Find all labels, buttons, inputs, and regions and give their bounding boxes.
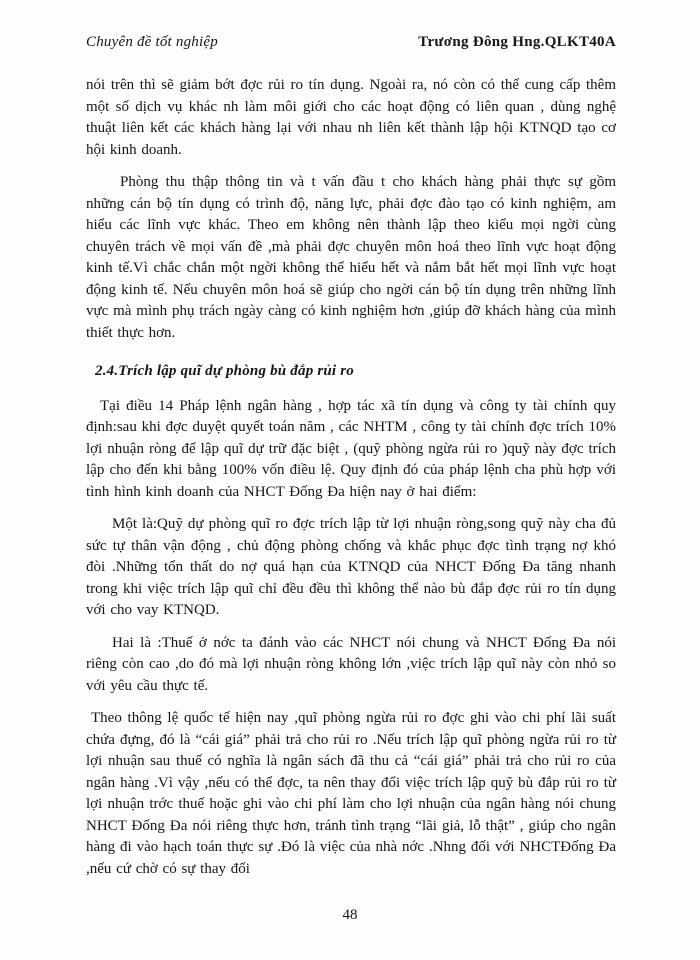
- page-body: [86, 75, 616, 880]
- page-footer: [0, 907, 700, 924]
- header-right-title: Trương Đông Hng.QLKT40A: [418, 34, 616, 50]
- section-heading-2-4: 2.4.Trích lập quĩ dự phòng bù đắp rủi ro: [95, 363, 354, 379]
- paragraph-credit-risk: nói trên thì sẽ giảm bớt đợc rủi ro tín dụng. Ngoài ra, nó còn có thể cung cấp thêm một số dịch vụ khác nh làm môi giới cho các hoạt động có liên quan , dùng nghệ thuật liên kết các khách hàng lại với nhau nh liên kết thành lập hội KTNQD tạo cơ hội kinh doanh.: [86, 77, 616, 158]
- page-number: 48: [342, 907, 358, 923]
- paragraph-point-two: Hai là :Thuế ở nớc ta đánh vào các NHCT nói chung và NHCT Đống Đa nói riêng còn cao ,do đó mà lợi nhuận ròng không lớn ,việc trích lập quĩ này còn nhỏ so với yêu cầu thực tế.: [86, 634, 616, 694]
- paragraph-info-department: Phòng thu thập thông tin và t vấn đầu t cho khách hàng phải thực sự gồm những cán bộ tín dụng có trình độ, năng lực, phải đợc đào tạo có kinh nghiệm, am hiểu các lĩnh vực khác. Theo em không nên thành lập theo kiểu mọi ngời cùng chuyên trách về mọi vấn đề ,mà phải đợc chuyên môn hoá theo lĩnh vực hoạt động kinh tế.Vì chắc chắn một ngời không thể hiểu hết và nắm bắt hết mọi lĩnh vực hoạt động kinh tế. Nếu chuyên môn hoá sẽ giúp cho ngời cán bộ tín dụng trên những lĩnh vực mà mình phụ trách ngày càng có kinh nghiệm hơn ,giúp đỡ khách hàng của mình thiết thực hơn.: [86, 174, 616, 341]
- header-left-title: Chuyên đề tốt nghiệp: [86, 34, 218, 50]
- paragraph-point-one: Một là:Quỹ dự phòng quĩ ro đợc trích lập từ lợi nhuận ròng,song quỹ này cha đủ sức tự thân vận động , chủ động phòng chống và khắc phục đợc tình trạng nợ khó đòi .Những tổn thất do nợ quá hạn của KTNQD của NHCT Đống Đa tăng nhanh trong khi việc trích lập quĩ chỉ đều đều thì không thể nào bù đắp đợc rủi ro tín dụng với cho vay KTNQD.: [86, 516, 616, 618]
- page-header: [86, 34, 616, 51]
- paragraph-article-14: Tại điều 14 Pháp lệnh ngân hàng , hợp tác xã tín dụng và công ty tài chính quy định:sau khi đợc duyệt quyết toán năm , các NHTM , công ty tài chính đợc trích 10% lợi nhuận ròng để lập quĩ dự trữ đặc biệt , (quỹ phòng ngừa rủi ro )quỹ này đợc trích lập cho đến khi bằng 100% vốn điều lệ. Quy định đó của pháp lệnh cha phù hợp với tình hình kinh doanh của NHCT Đống Đa hiện nay ở hai điểm:: [86, 397, 616, 500]
- paragraph-international-practice: Theo thông lệ quốc tế hiện nay ,quĩ phòng ngừa rủi ro đợc ghi vào chi phí lãi suất chứa đựng, đó là “cái giá” phải trả cho rủi ro .Nếu trích lập quĩ phòng ngừa rủi ro từ lợi nhuận sau thuế có nghĩa là ngân sách đã thu cả “cái giá” phải trả cho rủi ro của ngân hàng .Vì vậy ,nếu có thể đợc, ta nên thay đổi việc trích lập quỹ bù đắp rủi ro từ lợi nhuận trớc thuế hoặc ghi vào chi phí làm cho lợi nhuận của ngân hàng nói chung NHCT Đống Đa nói riêng thực hơn, tránh tình trạng “lãi giả, lỗ thật” , giúp cho ngân hàng đi vào hạch toán thực sự .Đó là việc của nhà nớc .Nhng đối với NHCTĐống Đa ,nếu cứ chờ có sự thay đổi: [86, 710, 616, 877]
